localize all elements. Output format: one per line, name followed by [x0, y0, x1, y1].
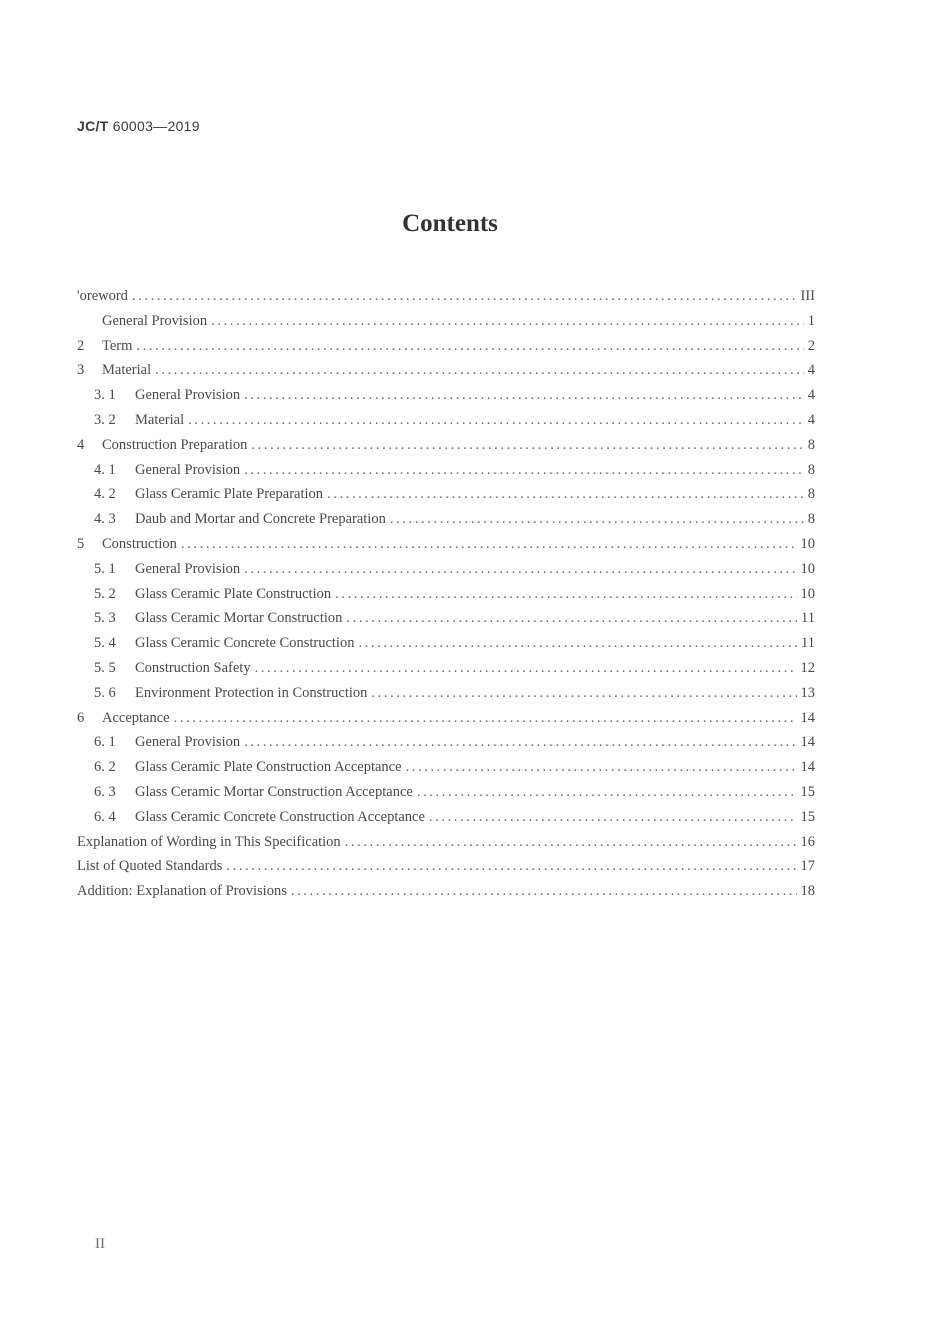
page-number: II	[95, 1236, 105, 1252]
toc-entry-page: 12	[800, 659, 815, 676]
toc-entry[interactable]	[77, 288, 815, 313]
dot-leader	[327, 486, 804, 503]
dot-leader	[226, 858, 796, 875]
toc-entry[interactable]	[77, 412, 815, 437]
toc-entry[interactable]	[77, 685, 815, 710]
standard-code-header	[77, 118, 200, 134]
toc-entry[interactable]	[77, 586, 815, 611]
toc-entry-page: III	[800, 288, 815, 304]
toc-entry-page: 14	[800, 759, 815, 776]
toc-entry-page: 4	[807, 411, 815, 428]
toc-entry-title: General Provision	[135, 461, 241, 478]
toc-entry-number: 5. 5	[94, 659, 116, 676]
table-of-contents	[77, 288, 815, 908]
dot-leader	[244, 387, 804, 404]
page-title: Contents	[402, 210, 498, 237]
toc-entry-title: List of Quoted Standards	[77, 858, 223, 875]
toc-entry[interactable]	[77, 338, 815, 363]
dot-leader	[345, 834, 797, 851]
toc-entry-title: General Provision	[102, 312, 208, 329]
dot-leader	[181, 536, 797, 553]
dot-leader	[371, 685, 796, 702]
dot-leader	[211, 313, 804, 330]
dot-leader	[417, 784, 797, 801]
toc-entry-title: General Provision	[135, 387, 241, 404]
toc-entry-title: Term	[102, 337, 133, 354]
toc-entry-number: 2	[77, 337, 85, 354]
dot-leader	[132, 288, 797, 305]
toc-entry[interactable]	[77, 561, 815, 586]
toc-entry-title: Glass Ceramic Plate Construction Acceptance	[135, 759, 402, 776]
toc-entry-title: Glass Ceramic Mortar Construction Acceptance	[135, 783, 413, 800]
toc-entry-title: Glass Ceramic Mortar Construction	[135, 610, 343, 627]
toc-entry-number: 4. 2	[94, 486, 116, 503]
toc-entry[interactable]	[77, 660, 815, 685]
toc-entry-title: Construction Safety	[135, 659, 251, 676]
toc-entry[interactable]	[77, 511, 815, 536]
toc-entry-title: Environment Protection in Construction	[135, 684, 368, 701]
toc-entry-page: 13	[800, 684, 815, 701]
toc-entry-number: 5. 4	[94, 635, 116, 652]
toc-entry-page: 15	[800, 783, 815, 800]
dot-leader	[244, 462, 804, 479]
toc-entry[interactable]	[77, 437, 815, 462]
toc-entry[interactable]	[77, 635, 815, 660]
toc-entry-title: Acceptance	[102, 709, 170, 726]
toc-entry-number: 4	[77, 436, 85, 453]
toc-entry-title: Material	[102, 362, 152, 379]
toc-entry-page: 10	[800, 585, 815, 602]
toc-entry-number: 6	[77, 709, 85, 726]
toc-entry-page: 18	[800, 883, 815, 900]
toc-entry[interactable]	[77, 784, 815, 809]
dot-leader	[244, 561, 796, 578]
toc-entry-title: Material	[135, 411, 185, 428]
toc-entry-page: 4	[807, 362, 815, 379]
toc-entry-number: 5. 6	[94, 684, 116, 701]
dot-leader	[346, 610, 797, 627]
toc-entry[interactable]	[77, 362, 815, 387]
standard-prefix: JC/T	[77, 118, 109, 134]
toc-entry-page: 10	[800, 560, 815, 577]
toc-entry-title: General Provision	[135, 734, 241, 751]
dot-leader	[291, 883, 797, 900]
toc-entry-page: 4	[807, 387, 815, 404]
toc-entry[interactable]	[77, 834, 815, 859]
toc-entry[interactable]	[77, 486, 815, 511]
toc-entry-page: 11	[801, 635, 815, 652]
toc-entry-title: Glass Ceramic Plate Construction	[135, 585, 332, 602]
toc-entry-number: 6. 1	[94, 734, 116, 751]
toc-entry-number: 5. 3	[94, 610, 116, 627]
toc-entry[interactable]	[77, 462, 815, 487]
toc-entry-page: 14	[800, 709, 815, 726]
toc-entry[interactable]	[77, 809, 815, 834]
toc-entry-number: 3	[77, 362, 85, 379]
toc-entry-title: Construction	[102, 535, 177, 552]
dot-leader	[251, 437, 803, 454]
toc-entry-title: Construction Preparation	[102, 436, 248, 453]
dot-leader	[406, 759, 797, 776]
dot-leader	[136, 338, 803, 355]
toc-entry-page: 14	[800, 734, 815, 751]
dot-leader	[188, 412, 804, 429]
toc-entry-page: 11	[801, 610, 815, 627]
toc-entry-number: 5	[77, 535, 85, 552]
toc-entry-title: 'oreword	[77, 288, 128, 304]
toc-entry[interactable]	[77, 536, 815, 561]
toc-entry[interactable]	[77, 883, 815, 908]
dot-leader	[390, 511, 804, 528]
toc-entry-page: 8	[807, 461, 815, 478]
toc-entry-title: Glass Ceramic Plate Preparation	[135, 486, 324, 503]
toc-entry[interactable]	[77, 710, 815, 735]
toc-entry-number: 4. 1	[94, 461, 116, 478]
toc-entry-page: 8	[807, 511, 815, 528]
toc-entry[interactable]	[77, 387, 815, 412]
dot-leader	[255, 660, 797, 677]
dot-leader	[335, 586, 796, 603]
toc-entry[interactable]	[77, 610, 815, 635]
toc-entry[interactable]	[77, 858, 815, 883]
toc-entry-title: Glass Ceramic Concrete Construction	[135, 635, 355, 652]
toc-entry-page: 16	[800, 833, 815, 850]
toc-entry-page: 17	[800, 858, 815, 875]
dot-leader	[244, 734, 796, 751]
toc-entry-title: General Provision	[135, 560, 241, 577]
toc-entry-title: Addition: Explanation of Provisions	[77, 883, 287, 900]
toc-entry-page: 10	[800, 535, 815, 552]
toc-entry-number: 6. 2	[94, 759, 116, 776]
toc-entry-number: 5. 1	[94, 560, 116, 577]
standard-number: 60003—2019	[112, 118, 200, 134]
toc-entry-number: 3. 1	[94, 387, 116, 404]
toc-entry-number: 3. 2	[94, 411, 116, 428]
dot-leader	[155, 362, 804, 379]
toc-entry[interactable]	[77, 759, 815, 784]
toc-entry-number: 6. 4	[94, 808, 116, 825]
dot-leader	[358, 635, 797, 652]
toc-entry-number: 6. 3	[94, 783, 116, 800]
toc-entry-page: 8	[807, 436, 815, 453]
toc-entry-page: 1	[807, 312, 815, 329]
dot-leader	[429, 809, 797, 826]
toc-entry-number: 5. 2	[94, 585, 116, 602]
toc-entry-number: 4. 3	[94, 511, 116, 528]
toc-entry[interactable]	[77, 313, 815, 338]
toc-entry[interactable]	[77, 734, 815, 759]
toc-entry-title: Explanation of Wording in This Specification	[77, 833, 341, 850]
toc-entry-title: Daub and Mortar and Concrete Preparation	[135, 511, 386, 528]
toc-entry-title: Glass Ceramic Concrete Construction Acceptance	[135, 808, 425, 825]
toc-entry-page: 2	[807, 337, 815, 354]
toc-entry-page: 8	[807, 486, 815, 503]
toc-entry-page: 15	[800, 808, 815, 825]
dot-leader	[174, 710, 797, 727]
